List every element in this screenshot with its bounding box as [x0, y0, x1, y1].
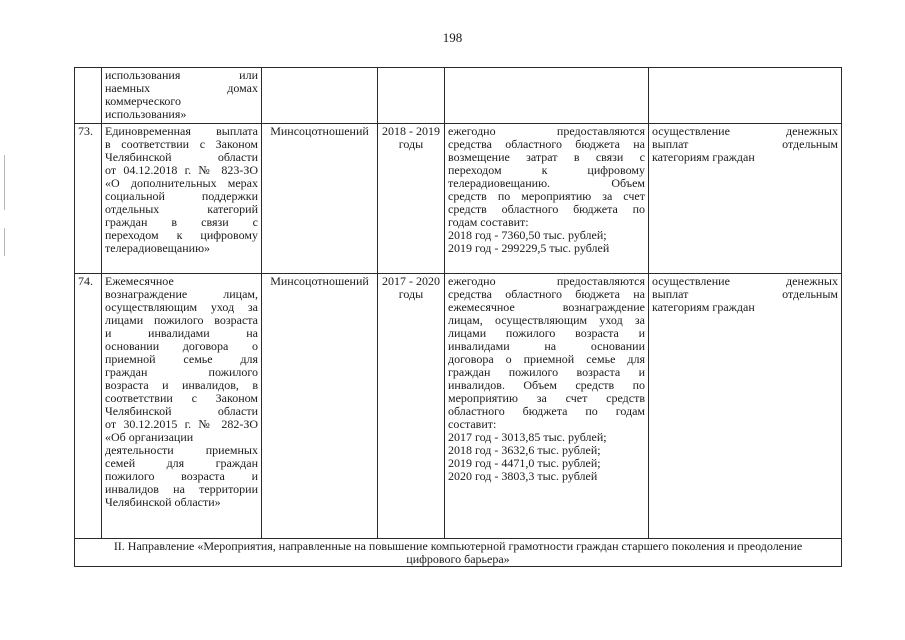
cell-lines — [652, 125, 838, 164]
section-header-line: II. Направление «Мероприятия, направленные на повышение компьютерной грамотности граждан старшего поколения и преодоление — [113, 539, 803, 553]
text-line: использования» — [105, 107, 187, 121]
text-line: осуществляющим уход за — [105, 300, 258, 314]
table-row-73 — [75, 124, 842, 274]
text-line: годы — [398, 287, 424, 301]
text-line: пожилого возраста и — [105, 469, 258, 483]
cell-description — [445, 274, 649, 539]
text-line: приемной семье для — [105, 352, 258, 366]
cell-number: 73. — [75, 124, 102, 274]
text-line: инвалидов. Объем средств по — [448, 378, 645, 392]
text-line: осуществление денежных — [652, 124, 838, 138]
text-line: от 04.12.2018 г. № 823-ЗО — [105, 163, 258, 177]
text-line: отдельных категорий — [105, 202, 258, 216]
text-line: «Об организации — [105, 430, 194, 444]
text-line: выплат отдельным — [652, 287, 838, 301]
page-number: 198 — [442, 30, 463, 45]
text-line: средств областного бюджета по — [448, 202, 645, 216]
text-line: ежемесячное вознаграждение — [448, 300, 645, 314]
cell-lines — [652, 275, 838, 314]
text-line: областного бюджета по годам — [448, 404, 645, 418]
text-line: основании договора о — [105, 339, 258, 353]
text-line: граждан пожилого возраста и — [448, 365, 645, 379]
text-line: телерадиовещанию» — [105, 241, 211, 255]
text-line: 2020 год - 3803,3 тыс. рублей — [448, 469, 598, 483]
text-line: Единовременная выплата — [105, 124, 258, 138]
text-line: составит: — [448, 417, 497, 431]
text-line: соответствии с Законом — [105, 391, 258, 405]
text-line: мероприятию за счет средств — [448, 391, 645, 405]
text-line: возраста и инвалидов, в — [105, 378, 258, 392]
text-line: «О дополнительных мерах — [105, 176, 258, 190]
text-line: средства областного бюджета на — [448, 137, 645, 151]
text-line: Челябинской области» — [105, 495, 221, 509]
cell-lines — [105, 69, 258, 121]
text-line: средств по мероприятию за счет — [448, 189, 645, 203]
cell-lines — [448, 275, 645, 483]
cell-lines — [448, 125, 645, 255]
text-line: от 30.12.2015 г. № 282-ЗО — [105, 417, 258, 431]
cell-period — [378, 68, 445, 124]
cell-activity-name — [102, 124, 262, 274]
text-line: договора о приемной семье для — [448, 352, 645, 366]
scan-margin-mark — [4, 228, 5, 256]
cell-result — [649, 124, 842, 274]
section-header — [75, 539, 842, 567]
scan-margin-mark — [4, 155, 5, 210]
table-row-continuation — [75, 68, 842, 124]
text-line: 2017 год - 3013,85 тыс. рублей; — [448, 430, 607, 444]
cell-executor: Минсоцотношений — [262, 124, 378, 274]
text-line: ежегодно предоставляются — [448, 274, 645, 288]
text-line: социальной поддержки — [105, 189, 258, 203]
table-row-74 — [75, 274, 842, 539]
text-line: 2019 год - 299229,5 тыс. рублей — [448, 241, 610, 255]
cell-activity-name — [102, 274, 262, 539]
text-line: граждан в связи с — [105, 215, 258, 229]
cell-activity-name — [102, 68, 262, 124]
cell-result — [649, 68, 842, 124]
text-line: граждан пожилого — [105, 365, 258, 379]
cell-executor: Минсоцотношений — [262, 274, 378, 539]
cell-period — [378, 274, 445, 539]
cell-executor — [262, 68, 378, 124]
text-line: инвалидами на основании — [448, 339, 645, 353]
cell-description — [445, 124, 649, 274]
text-line: годам составит: — [448, 215, 529, 229]
text-line: семей для граждан — [105, 456, 258, 470]
text-line: лицами пожилого возраста — [105, 313, 258, 327]
text-line: лицам, осуществляющим уход за — [448, 313, 645, 327]
text-line: средства областного бюджета на — [448, 287, 645, 301]
text-line: годы — [398, 137, 424, 151]
cell-result — [649, 274, 842, 539]
text-line: 2017 - 2020 — [382, 274, 440, 288]
text-line: категориям граждан — [652, 300, 755, 314]
text-line: 2018 - 2019 — [382, 124, 440, 138]
text-line: телерадиовещанию. Объем — [448, 176, 645, 190]
text-line: Челябинской области — [105, 404, 258, 418]
cell-lines — [105, 125, 258, 255]
text-line: наемных домах — [105, 81, 258, 95]
cell-period — [378, 124, 445, 274]
section-header-line: цифрового барьера» — [406, 552, 510, 566]
text-line: переходом к цифровому — [105, 228, 258, 242]
section-header-row — [75, 539, 842, 567]
cell-description — [445, 68, 649, 124]
text-line: категориям граждан — [652, 150, 755, 164]
text-line: лицами пожилого возраста и — [448, 326, 645, 340]
text-line: 2018 год - 7360,50 тыс. рублей; — [448, 228, 607, 242]
cell-number: 74. — [75, 274, 102, 539]
text-line: деятельности приемных — [105, 443, 258, 457]
text-line: возмещение затрат в связи с — [448, 150, 645, 164]
text-line: коммерческого — [105, 94, 182, 108]
text-line: выплат отдельным — [652, 137, 838, 151]
text-line: 2018 год - 3632,6 тыс. рублей; — [448, 443, 601, 457]
text-line: осуществление денежных — [652, 274, 838, 288]
text-line: использования или — [105, 68, 258, 82]
text-line: ежегодно предоставляются — [448, 124, 645, 138]
text-line: и инвалидами на — [105, 326, 258, 340]
text-line: Челябинской области — [105, 150, 258, 164]
text-line: 2019 год - 4471,0 тыс. рублей; — [448, 456, 601, 470]
text-line: вознаграждение лицам, — [105, 287, 258, 301]
text-line: Ежемесячное — [105, 274, 174, 288]
program-activities-table — [74, 67, 842, 567]
text-line: в соответствии с Законом — [105, 137, 258, 151]
cell-lines — [105, 275, 258, 509]
text-line: инвалидов на территории — [105, 482, 258, 496]
cell-number — [75, 68, 102, 124]
text-line: переходом к цифровому — [448, 163, 645, 177]
